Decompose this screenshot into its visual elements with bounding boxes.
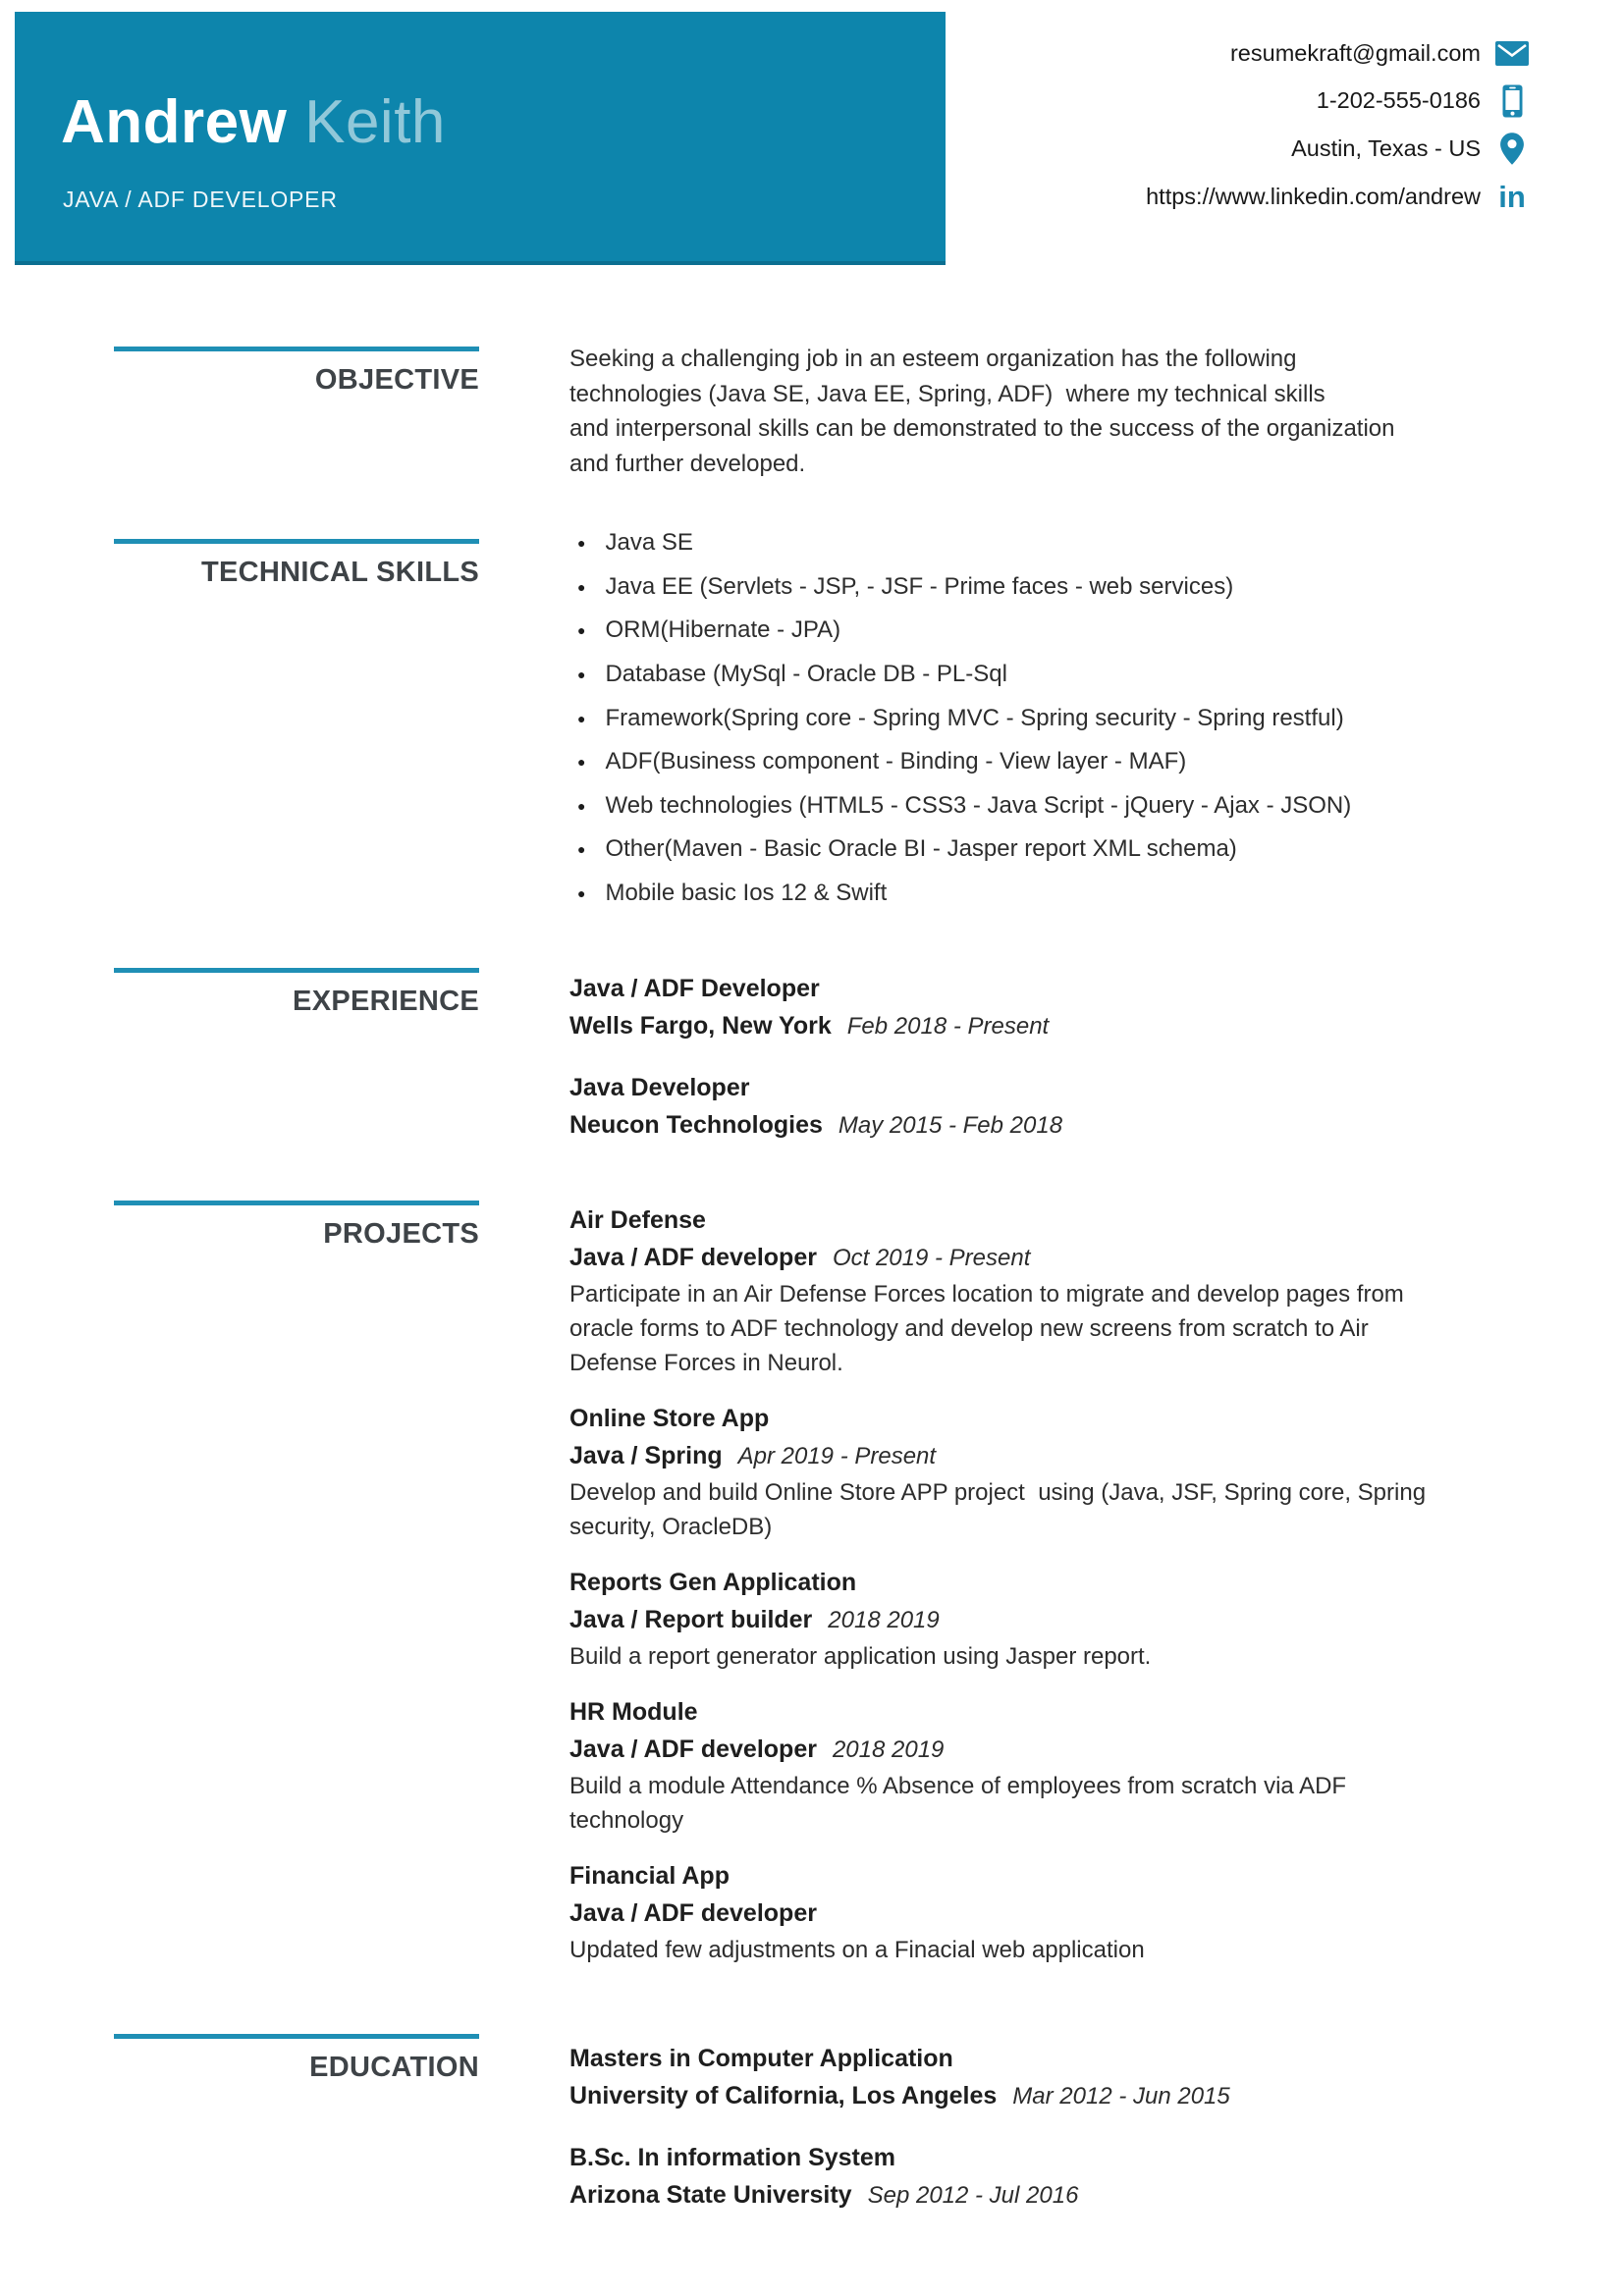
description-line: technology xyxy=(569,1807,684,1834)
project-entry xyxy=(569,1201,1537,1380)
employer-name: Wells Fargo, New York xyxy=(569,1012,832,1040)
school-name: University of California, Los Angeles xyxy=(569,2082,998,2109)
experience-employer-line xyxy=(569,1007,1537,1045)
skill-label: Mobile basic Ios 12 & Swift xyxy=(605,880,888,907)
bullet-icon: ● xyxy=(577,841,586,858)
objective-line: and further developed. xyxy=(569,450,806,477)
contact-location-row xyxy=(1146,125,1531,173)
contact-email-row[interactable] xyxy=(1146,29,1531,78)
skill-label: Java EE (Servlets - JSP, - JSF - Prime faces - web services) xyxy=(605,572,1234,600)
contact-phone-row xyxy=(1146,78,1531,126)
experience-employer-line xyxy=(569,1106,1537,1145)
education-entry xyxy=(569,2139,1537,2215)
project-dates: Apr 2019 - Present xyxy=(737,1443,937,1469)
education-school-line xyxy=(569,2176,1537,2215)
project-description xyxy=(569,1277,1537,1380)
project-dates: 2018 2019 xyxy=(832,1736,945,1763)
education-school-line xyxy=(569,2077,1537,2115)
description-line: Updated few adjustments on a Finacial web application xyxy=(569,1937,1145,1963)
header-banner xyxy=(15,12,946,265)
email-text[interactable]: resumekraft@gmail.com xyxy=(1229,39,1481,66)
project-name: Online Store App xyxy=(569,1405,770,1432)
education-dates: Sep 2012 - Jul 2016 xyxy=(867,2182,1079,2209)
location-text: Austin, Texas - US xyxy=(1291,134,1481,161)
experience-entries xyxy=(569,970,1537,1168)
experience-role: Java Developer xyxy=(569,1074,750,1101)
bullet-icon: ● xyxy=(577,622,586,639)
description-line: Defense Forces in Neurol. xyxy=(569,1350,843,1376)
skill-item xyxy=(569,653,1537,697)
skill-item xyxy=(569,565,1537,610)
contact-block xyxy=(1146,29,1531,220)
project-entry xyxy=(569,1564,1537,1674)
skill-item xyxy=(569,696,1537,740)
employment-dates: May 2015 - Feb 2018 xyxy=(838,1112,1063,1139)
project-description xyxy=(569,1475,1537,1544)
project-description xyxy=(569,1769,1537,1838)
objective-line: technologies (Java SE, Java EE, Spring, ADF) where my technical skills xyxy=(569,380,1325,407)
skill-label: Web technologies (HTML5 - CSS3 - Java Script - jQuery - Ajax - JSON) xyxy=(605,791,1352,819)
skill-item xyxy=(569,828,1537,872)
employer-name: Neucon Technologies xyxy=(569,1111,823,1139)
description-line: Participate in an Air Defense Forces location to migrate and develop pages from xyxy=(569,1281,1404,1308)
project-dates: Oct 2019 - Present xyxy=(832,1245,1031,1271)
school-name: Arizona State University xyxy=(569,2181,852,2209)
description-line: Develop and build Online Store APP project using (Java, JSF, Spring core, Spring xyxy=(569,1479,1427,1506)
description-line: oracle forms to ADF technology and develop new screens from scratch to Air xyxy=(569,1315,1369,1342)
project-name: Reports Gen Application xyxy=(569,1569,857,1596)
project-role: Java / ADF developer xyxy=(569,1899,817,1927)
education-dates: Mar 2012 - Jun 2015 xyxy=(1012,2083,1230,2109)
project-name: HR Module xyxy=(569,1698,698,1726)
linkedin-icon: in xyxy=(1498,179,1526,214)
bullet-icon: ● xyxy=(577,885,586,902)
project-role-line xyxy=(569,1601,1537,1639)
project-role-line xyxy=(569,1239,1537,1277)
project-role-line xyxy=(569,1437,1537,1475)
envelope-icon xyxy=(1493,34,1531,72)
objective-line: Seeking a challenging job in an esteem organization has the following xyxy=(569,346,1297,372)
project-role-line xyxy=(569,1731,1537,1769)
skill-label: Framework(Spring core - Spring MVC - Spring security - Spring restful) xyxy=(605,704,1344,731)
education-entry xyxy=(569,2040,1537,2115)
section-title-technical-skills: TECHNICAL SKILLS xyxy=(114,539,479,589)
location-pin-icon xyxy=(1493,130,1531,167)
skill-label: Database (MySql - Oracle DB - PL-Sql xyxy=(605,661,1007,688)
project-role-line xyxy=(569,1895,1537,1933)
phone-text: 1-202-555-0186 xyxy=(1316,87,1481,114)
project-entry xyxy=(569,1857,1537,1967)
project-role: Java / Spring xyxy=(569,1442,723,1469)
project-role: Java / ADF developer xyxy=(569,1244,817,1271)
project-dates: 2018 2019 xyxy=(828,1607,940,1633)
section-title-experience: EXPERIENCE xyxy=(114,968,479,1018)
linkedin-url-text[interactable]: https://www.linkedin.com/andrew xyxy=(1146,183,1481,209)
skill-label: ADF(Business component - Binding - View layer - MAF) xyxy=(605,748,1187,775)
experience-entry xyxy=(569,1069,1537,1145)
project-description xyxy=(569,1639,1537,1674)
description-line: security, OracleDB) xyxy=(569,1514,773,1540)
project-role: Java / Report builder xyxy=(569,1606,813,1633)
bullet-icon: ● xyxy=(577,754,586,771)
project-role: Java / ADF developer xyxy=(569,1735,817,1763)
skill-item xyxy=(569,609,1537,653)
bullet-icon: ● xyxy=(577,797,586,814)
degree-name: Masters in Computer Application xyxy=(569,2045,953,2072)
project-description xyxy=(569,1933,1537,1967)
employment-dates: Feb 2018 - Present xyxy=(846,1013,1050,1040)
degree-name: B.Sc. In information System xyxy=(569,2144,896,2171)
description-line: Build a report generator application using Jasper report. xyxy=(569,1643,1152,1670)
skill-label: Other(Maven - Basic Oracle BI - Jasper report XML schema) xyxy=(605,835,1237,863)
project-name: Air Defense xyxy=(569,1206,706,1234)
contact-linkedin-row[interactable] xyxy=(1146,173,1531,221)
bullet-icon: ● xyxy=(577,667,586,683)
section-title-projects: PROJECTS xyxy=(114,1201,479,1251)
description-line: Build a module Attendance % Absence of employees from scratch via ADF xyxy=(569,1773,1347,1799)
skill-label: ORM(Hibernate - JPA) xyxy=(605,616,841,644)
skill-item xyxy=(569,740,1537,784)
project-entries xyxy=(569,1201,1537,1987)
bullet-icon: ● xyxy=(577,710,586,726)
skill-item xyxy=(569,872,1537,916)
last-name: Keith xyxy=(304,88,446,156)
objective-text xyxy=(569,342,1537,481)
smartphone-icon xyxy=(1493,82,1531,120)
skill-item xyxy=(569,784,1537,828)
project-entry xyxy=(569,1693,1537,1838)
education-entries xyxy=(569,2040,1537,2238)
project-name: Financial App xyxy=(569,1862,730,1890)
first-name: Andrew xyxy=(61,88,288,156)
bullet-icon: ● xyxy=(577,535,586,552)
skill-item xyxy=(569,521,1537,565)
job-title: JAVA / ADF DEVELOPER xyxy=(63,187,338,212)
candidate-name xyxy=(61,88,446,156)
objective-line: and interpersonal skills can be demonstrated to the success of the organization xyxy=(569,415,1395,442)
bullet-icon: ● xyxy=(577,578,586,595)
experience-role: Java / ADF Developer xyxy=(569,975,820,1002)
section-title-education: EDUCATION xyxy=(114,2034,479,2084)
skill-label: Java SE xyxy=(605,529,693,557)
project-entry xyxy=(569,1400,1537,1544)
skills-list xyxy=(569,521,1537,915)
experience-entry xyxy=(569,970,1537,1045)
section-title-objective: OBJECTIVE xyxy=(114,347,479,397)
